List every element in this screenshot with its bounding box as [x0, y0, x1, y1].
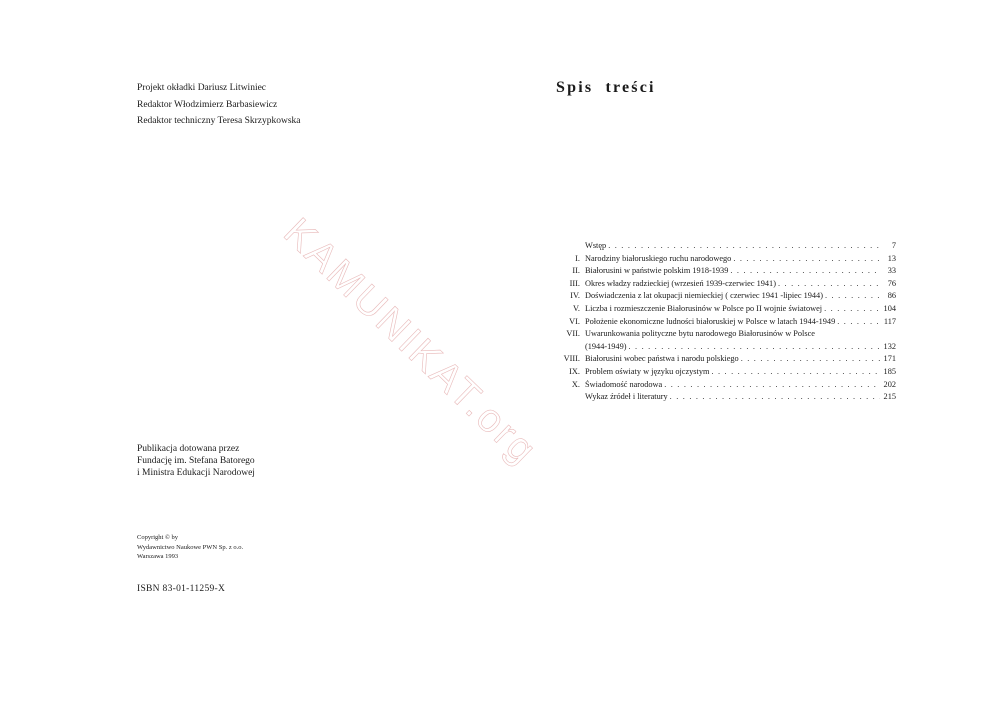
toc-chapter-title: Uwarunkowania polityczne bytu narodowego Białorusinów w Polsce — [585, 329, 815, 339]
toc-leader-dots — [664, 380, 880, 389]
toc-entry-body — [585, 266, 896, 275]
toc-entry-body — [585, 354, 896, 363]
toc-entry — [552, 241, 896, 254]
watermark: KAMUNIKAT.org — [275, 210, 547, 474]
copyright-line: Wydawnictwo Naukowe PWN Sp. z o.o. — [137, 543, 244, 551]
page-title: Spis treści — [556, 79, 656, 96]
toc-page-number: 33 — [887, 266, 896, 276]
toc-page-number: 185 — [883, 366, 896, 376]
toc-leader-dots — [825, 291, 880, 300]
credit-editor: Redaktor Włodzimierz Barbasiewicz — [137, 99, 278, 110]
toc-entry — [552, 266, 896, 279]
toc-entry-body — [585, 342, 896, 351]
toc-leader-dots — [733, 254, 880, 263]
toc-entry-body — [585, 291, 896, 300]
credit-technical-editor: Redaktor techniczny Teresa Skrzypkowska — [137, 116, 301, 126]
toc-chapter-title: Białorusini wobec państwa i narodu polskiego — [585, 354, 739, 364]
funding-line: Fundację im. Stefana Batorego — [137, 456, 255, 466]
toc-entry — [552, 392, 896, 405]
toc-leader-dots — [628, 342, 880, 351]
copyright-line: Warszawa 1993 — [137, 553, 179, 560]
toc-page-number: 104 — [883, 303, 896, 313]
table-of-contents — [552, 241, 896, 405]
toc-page-number: 7 — [891, 241, 896, 250]
toc-page-number: 171 — [883, 354, 896, 364]
credit-cover-design: Projekt okładki Dariusz Litwiniec — [137, 83, 267, 93]
toc-entry-body — [585, 279, 896, 288]
toc-page-number: 117 — [883, 316, 896, 326]
toc-leader-dots — [608, 241, 880, 250]
toc-entry-body — [585, 380, 896, 389]
toc-chapter-number: VIII. — [563, 354, 580, 364]
toc-chapter-title: Białorusini w państwie polskim 1918-1939 — [585, 266, 729, 276]
toc-entry — [552, 317, 896, 330]
toc-leader-dots — [741, 354, 880, 363]
toc-entry-body — [585, 254, 896, 263]
toc-leader-dots — [778, 279, 880, 288]
toc-leader-dots — [824, 304, 880, 313]
toc-entry — [552, 329, 896, 342]
toc-entry — [552, 291, 896, 304]
toc-page-number: 13 — [887, 253, 896, 263]
toc-entry — [552, 380, 896, 393]
toc-entry-body — [585, 304, 896, 313]
toc-chapter-number: X. — [571, 379, 580, 389]
toc-chapter-title: Problem oświaty w języku ojczystym — [585, 366, 710, 376]
toc-page-number: 86 — [887, 291, 896, 301]
toc-chapter-title: Wykaz źródeł i literatury — [585, 392, 668, 402]
toc-page-number: 215 — [883, 392, 896, 402]
toc-chapter-title: Okres władzy radzieckiej (wrzesień 1939-czerwiec 1941) — [585, 278, 776, 288]
toc-entry — [552, 254, 896, 267]
toc-page-number: 202 — [883, 379, 896, 389]
toc-chapter-title: Doświadczenia z lat okupacji niemieckiej ( czerwiec 1941 -lipiec 1944) — [585, 291, 823, 301]
toc-chapter-title: Wstęp — [585, 241, 607, 250]
toc-chapter-number: III. — [569, 278, 580, 288]
toc-entry — [552, 367, 896, 380]
right-page — [275, 0, 992, 701]
toc-chapter-title: Świadomość narodowa — [585, 379, 663, 389]
copyright-line: Copyright © by — [137, 534, 179, 541]
toc-entry — [552, 342, 896, 355]
toc-entry-body — [585, 392, 896, 401]
toc-chapter-number: IV. — [570, 291, 580, 301]
toc-chapter-title: Położenie ekonomiczne ludności białoruskiej w Polsce w latach 1944-1949 — [585, 316, 836, 326]
toc-entry — [552, 279, 896, 292]
toc-chapter-number: VI. — [569, 316, 580, 326]
toc-leader-dots — [730, 266, 880, 275]
toc-chapter-number: IX. — [569, 366, 580, 376]
funding-note — [137, 443, 255, 479]
toc-leader-dots — [711, 367, 880, 376]
toc-chapter-number: VII. — [566, 329, 580, 339]
toc-chapter-title: (1944-1949) — [585, 341, 627, 351]
toc-page-number: 132 — [883, 341, 896, 351]
toc-entry — [552, 354, 896, 367]
toc-entry-body — [585, 329, 896, 338]
toc-chapter-title: Liczba i rozmieszczenie Białorusinów w Polsce po II wojnie światowej — [585, 303, 823, 313]
toc-page-number: 76 — [887, 278, 896, 288]
toc-leader-dots — [670, 392, 880, 401]
toc-entry — [552, 304, 896, 317]
credits — [137, 80, 301, 130]
toc-entry-body — [585, 367, 896, 376]
toc-leader-dots — [837, 317, 880, 326]
toc-chapter-number: V. — [573, 303, 580, 313]
copyright-note — [137, 533, 243, 562]
isbn: ISBN 83-01-11259-X — [137, 584, 226, 594]
toc-entry-body — [585, 317, 896, 326]
toc-chapter-number: II. — [572, 266, 580, 276]
toc-chapter-title: Narodziny białoruskiego ruchu narodowego — [585, 253, 732, 263]
toc-entry-body — [585, 241, 896, 250]
funding-line: i Ministra Edukacji Narodowej — [137, 468, 255, 478]
funding-line: Publikacja dotowana przez — [137, 444, 240, 454]
toc-chapter-number: I. — [575, 253, 580, 263]
